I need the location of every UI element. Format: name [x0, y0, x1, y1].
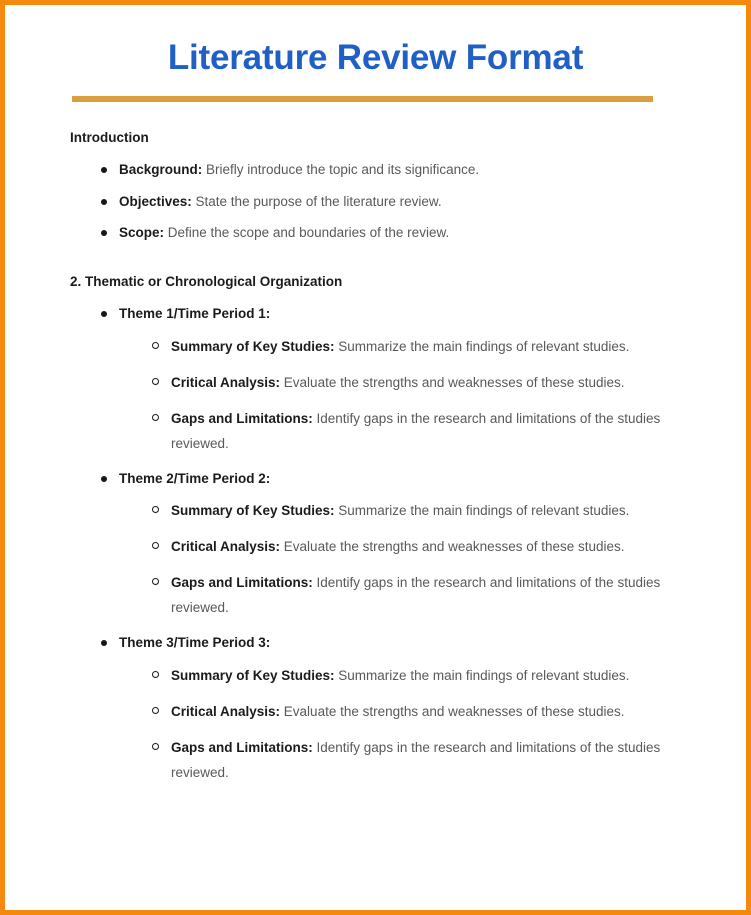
list-item-body: Summarize the main findings of relevant studies.: [334, 667, 630, 683]
list-item-text: [171, 335, 684, 360]
list-item-body: Define the scope and boundaries of the review.: [164, 225, 450, 241]
section-heading-introduction: Introduction: [70, 129, 149, 145]
list-item-label: Critical Analysis:: [171, 539, 281, 555]
sub-bullet-icon: [152, 342, 159, 349]
list-item-text: [171, 571, 684, 621]
sub-bullet-icon: [152, 506, 159, 513]
list-item: [119, 736, 684, 786]
list-item-body: State the purpose of the literature review.: [191, 193, 442, 209]
list-item-body: Summarize the main findings of relevant studies.: [334, 338, 630, 354]
theme-label: Theme 3/Time Period 3:: [119, 635, 271, 651]
list-item: [119, 407, 684, 457]
list-item-body: Evaluate the strengths and weaknesses of these studies.: [280, 539, 625, 555]
list-item-text: [171, 499, 684, 524]
section-heading-thematic-organization: 2. Thematic or Chronological Organization: [70, 273, 343, 289]
sub-bullet-icon: [152, 743, 159, 750]
list-item: [119, 571, 684, 621]
list-item: [67, 192, 684, 212]
list-item: [119, 664, 684, 689]
list-item-label: Critical Analysis:: [171, 374, 281, 390]
sub-bullet-icon: [152, 671, 159, 678]
themes-list: [67, 290, 684, 785]
list-item: [119, 335, 684, 360]
list-item: [67, 469, 684, 621]
list-item-label: Gaps and Limitations:: [171, 575, 313, 591]
theme-label: Theme 2/Time Period 2:: [119, 470, 271, 486]
list-item: [119, 499, 684, 524]
list-item-label: Gaps and Limitations:: [171, 410, 313, 426]
list-item-label: Summary of Key Studies:: [171, 338, 335, 354]
list-item-body: Evaluate the strengths and weaknesses of these studies.: [280, 374, 625, 390]
list-item-label: Scope:: [119, 225, 165, 241]
list-item: [67, 223, 684, 243]
list-item-text: [171, 664, 684, 689]
document-content: [5, 5, 746, 910]
list-item-label: Objectives:: [119, 193, 192, 209]
list-item-text: [119, 225, 449, 240]
list-item-body: Identify gaps in the research and limitations of the studies reviewed.: [171, 410, 661, 451]
list-item-label: Summary of Key Studies:: [171, 667, 335, 683]
list-item-body: Identify gaps in the research and limitations of the studies reviewed.: [171, 575, 661, 616]
list-item-text: [171, 535, 684, 560]
page-title: Literature Review Format: [167, 38, 584, 77]
list-item-text: [171, 736, 684, 786]
bullet-icon: [101, 476, 107, 482]
theme-subitems-list: [119, 488, 684, 621]
list-item-text: [171, 407, 684, 457]
sub-bullet-icon: [152, 707, 159, 714]
list-item-label: Gaps and Limitations:: [171, 739, 313, 755]
list-item-label: Summary of Key Studies:: [171, 503, 335, 519]
list-item: [67, 160, 684, 180]
list-item-body: Identify gaps in the research and limitations of the studies reviewed.: [171, 739, 661, 780]
bullet-icon: [101, 640, 107, 646]
bullet-icon: [101, 311, 107, 317]
sub-bullet-icon: [152, 414, 159, 421]
bullet-icon: [101, 167, 107, 173]
bullet-icon: [101, 230, 107, 236]
list-item-body: Evaluate the strengths and weaknesses of these studies.: [280, 703, 625, 719]
list-item-text: [119, 162, 479, 177]
theme-subitems-list: [119, 653, 684, 786]
list-item: [119, 535, 684, 560]
list-item-body: Summarize the main findings of relevant studies.: [334, 503, 630, 519]
list-item: [119, 371, 684, 396]
bullet-icon: [101, 199, 107, 205]
list-item-body: Briefly introduce the topic and its significance.: [202, 162, 480, 178]
list-item-text: [171, 700, 684, 725]
theme-label: Theme 1/Time Period 1:: [119, 306, 271, 322]
sub-bullet-icon: [152, 578, 159, 585]
list-item-label: Background:: [119, 162, 203, 178]
sub-bullet-icon: [152, 542, 159, 549]
list-item: [119, 700, 684, 725]
list-item-label: Critical Analysis:: [171, 703, 281, 719]
list-item: [67, 633, 684, 785]
introduction-list: [67, 146, 684, 243]
theme-subitems-list: [119, 324, 684, 457]
list-item: [67, 304, 684, 456]
list-item-text: [171, 371, 684, 396]
sub-bullet-icon: [152, 378, 159, 385]
list-item-text: [119, 194, 442, 209]
